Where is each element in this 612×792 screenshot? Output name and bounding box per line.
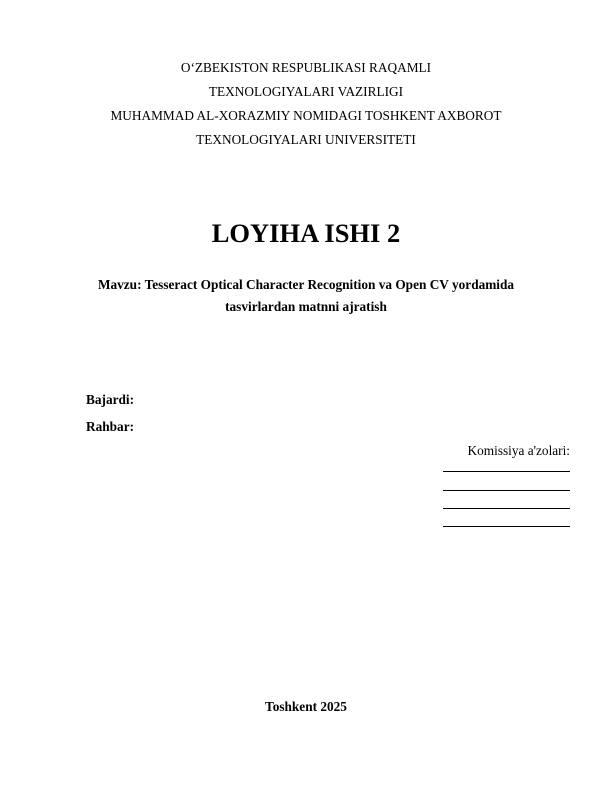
bajardi-label: Bajardi:	[86, 392, 135, 407]
commission-signature-line	[443, 508, 570, 509]
commission-signature-line	[443, 471, 570, 472]
document-title: LOYIHA ISHI 2	[211, 218, 401, 248]
topic-line-1: Mavzu: Tesseract Optical Character Recognition va Open CV yordamida	[97, 277, 515, 292]
header-line-1: O‘ZBEKISTON RESPUBLIKASI RAQAMLI	[180, 60, 432, 75]
university-header	[0, 56, 612, 152]
commission-signature-line	[443, 490, 570, 491]
city-year-footer: Toshkent 2025	[265, 699, 347, 714]
commission-label: Komissiya a'zolari:	[467, 443, 570, 458]
header-line-3: MUHAMMAD AL-XORAZMIY NOMIDAGI TOSHKENT AXBOROT	[110, 108, 502, 123]
commission-signature-line	[443, 526, 570, 527]
topic-line-2: tasvirlardan matnni ajratish	[225, 299, 387, 314]
header-line-2: TEXNOLOGIYALARI VAZIRLIGI	[208, 84, 404, 99]
header-line-4: TEXNOLOGIYALARI UNIVERSITETI	[196, 132, 416, 147]
rahbar-label: Rahbar:	[86, 419, 135, 434]
document-topic	[60, 274, 552, 318]
